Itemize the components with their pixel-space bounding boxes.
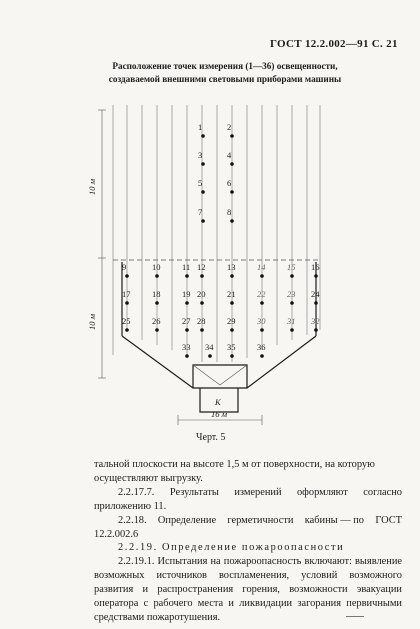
point-label: 11	[182, 262, 191, 272]
text-line-2: осуществляют выгрузку.	[94, 472, 203, 484]
point-dot	[155, 301, 159, 305]
point-6	[227, 178, 234, 194]
point-label: 16	[311, 262, 320, 272]
point-dot	[125, 328, 129, 332]
point-dot	[230, 219, 234, 223]
point-dot	[230, 328, 234, 332]
point-dot	[185, 301, 189, 305]
point-dot	[201, 134, 205, 138]
paragraph-2-2-18	[94, 514, 402, 528]
point-1	[198, 122, 205, 138]
point-19	[182, 289, 191, 305]
point-33	[182, 342, 191, 358]
point-dot	[208, 354, 212, 358]
section-2-2-19: 2.2.19. Определение пожароопасности	[118, 542, 345, 554]
point-7	[198, 207, 205, 223]
point-4	[227, 150, 234, 166]
point-11	[182, 262, 190, 278]
point-dot	[260, 274, 264, 278]
point-label: 17	[122, 289, 131, 299]
point-dot	[290, 328, 294, 332]
horizontal-dimension	[178, 409, 262, 425]
point-16	[311, 262, 320, 278]
point-label: 10	[152, 262, 161, 272]
page-mark	[346, 616, 364, 617]
point-label: 7	[198, 207, 203, 217]
point-dot	[185, 328, 189, 332]
p2218-word3: кабины — по	[304, 514, 364, 526]
point-dot	[290, 301, 294, 305]
point-label: 24	[311, 289, 320, 299]
point-label: 31	[287, 316, 296, 326]
point-dot	[260, 328, 264, 332]
point-2	[227, 122, 234, 138]
point-label: 23	[287, 289, 296, 299]
point-label: 28	[197, 316, 206, 326]
point-dot	[201, 190, 205, 194]
point-8	[227, 207, 234, 223]
point-label: 3	[198, 150, 203, 160]
point-label: 4	[227, 150, 232, 160]
text-line-1: тальной плоскости на высоте 1,5 м от поверхности, на которую	[94, 459, 375, 470]
point-label: 29	[227, 316, 236, 326]
point-label: 35	[227, 342, 236, 352]
machine-outline	[122, 262, 316, 412]
point-dot	[230, 354, 234, 358]
point-label: 33	[182, 342, 191, 352]
point-dot	[230, 162, 234, 166]
point-26	[152, 316, 161, 332]
point-21	[227, 289, 236, 305]
dim-10m-top: 10 м	[87, 178, 97, 195]
point-label: 15	[287, 262, 296, 272]
dim-10m-bottom: 10 м	[87, 313, 97, 330]
point-dot	[200, 301, 204, 305]
point-dot	[155, 328, 159, 332]
point-29	[227, 316, 236, 332]
point-dot	[125, 274, 129, 278]
point-dot	[314, 274, 318, 278]
point-dot	[314, 301, 318, 305]
point-22	[257, 289, 266, 305]
point-label: 20	[197, 289, 206, 299]
point-32	[310, 316, 320, 332]
point-dot	[155, 274, 159, 278]
point-14	[257, 262, 266, 278]
point-label: 6	[227, 178, 232, 188]
vertical-dimension	[87, 110, 106, 378]
figure-caption: Расположение точек измерения (1—36) освещенности, создаваемой внешними световыми приборами машины	[108, 61, 342, 84]
point-30	[256, 316, 266, 332]
point-24	[311, 289, 320, 305]
point-label: 18	[152, 289, 161, 299]
point-dot	[230, 190, 234, 194]
point-dot	[185, 354, 189, 358]
measurement-points	[122, 122, 320, 358]
point-3	[198, 150, 205, 166]
figure-label: Черт. 5	[196, 432, 226, 443]
point-dot	[230, 134, 234, 138]
point-5	[198, 178, 205, 194]
point-31	[286, 316, 296, 332]
point-label: 2	[227, 122, 232, 132]
p2218-num: 2.2.18.	[118, 514, 147, 526]
point-18	[152, 289, 161, 305]
p2218-word2: герметичности	[227, 514, 294, 526]
point-dot	[230, 274, 234, 278]
point-12	[197, 262, 206, 278]
point-dot	[260, 354, 264, 358]
point-label: 12	[197, 262, 206, 272]
dim-16m: 16 м	[211, 409, 228, 419]
point-label: 32	[311, 316, 320, 326]
paragraph-2-2-17-7: 2.2.17.7. Результаты измерений оформляют согласно приложению 11.	[94, 486, 402, 512]
p2218-word1: Определение	[157, 514, 217, 526]
point-dot	[200, 328, 204, 332]
point-35	[227, 342, 236, 358]
point-label: 34	[205, 342, 214, 352]
point-25	[122, 316, 131, 332]
point-dot	[200, 274, 204, 278]
point-36	[257, 342, 266, 358]
p2218-std: 12.2.002.6	[94, 528, 139, 540]
point-label: 36	[257, 342, 266, 352]
point-label: 1	[198, 122, 203, 132]
point-label: 27	[182, 316, 191, 326]
point-9	[122, 262, 129, 278]
point-label: 26	[152, 316, 161, 326]
point-label: 13	[227, 262, 236, 272]
body-text	[94, 458, 402, 625]
point-label: 25	[122, 316, 131, 326]
point-28	[197, 316, 206, 332]
point-dot	[201, 162, 205, 166]
point-dot	[185, 274, 189, 278]
point-dot	[230, 301, 234, 305]
cabin-label: К	[215, 397, 221, 407]
point-label: 9	[122, 262, 127, 272]
page-header: ГОСТ 12.2.002—91 С. 21	[270, 38, 398, 50]
point-20	[197, 289, 206, 305]
point-dot	[260, 301, 264, 305]
point-label: 19	[182, 289, 191, 299]
point-27	[182, 316, 191, 332]
point-label: 5	[198, 178, 203, 188]
point-dot	[201, 219, 205, 223]
point-34	[205, 342, 214, 358]
point-17	[122, 289, 131, 305]
point-dot	[290, 274, 294, 278]
p2218-word4: ГОСТ	[375, 514, 402, 526]
point-13	[227, 262, 236, 278]
point-dot	[314, 328, 318, 332]
paragraph-2-2-19-1: 2.2.19.1. Испытания на пожароопасность включают: выявление возможных источников воспламенения, условий возможного развития и распространения горения, возможности эвакуации оператора с рабочего места и ликвидации загорания первичными средствами пожаротушения.	[94, 556, 402, 623]
point-15	[287, 262, 296, 278]
point-label: 21	[227, 289, 236, 299]
point-10	[152, 262, 161, 278]
point-label: 30	[257, 316, 266, 326]
point-label: 22	[257, 289, 266, 299]
point-label: 14	[257, 262, 266, 272]
point-label: 8	[227, 207, 232, 217]
point-dot	[125, 301, 129, 305]
point-23	[287, 289, 296, 305]
